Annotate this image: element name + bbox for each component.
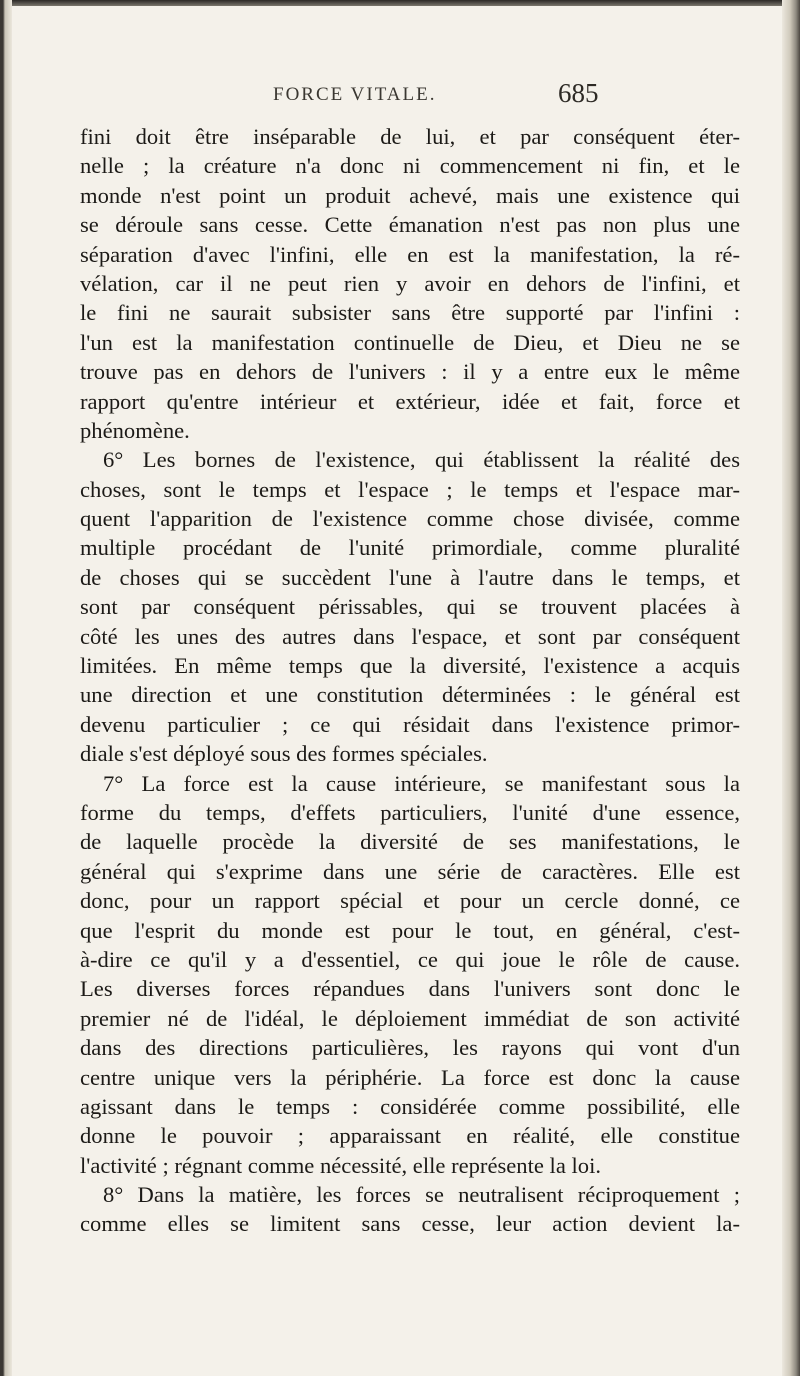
text-line: quent l'apparition de l'existence comme chose divisée, comme xyxy=(80,506,740,532)
paragraph-7 xyxy=(80,769,740,1180)
text-line: diale s'est déployé sous des formes spéciales. xyxy=(80,741,488,767)
text-line: le fini ne saurait subsister sans être supporté par l'infini : xyxy=(80,300,740,326)
paragraph-6 xyxy=(80,445,740,768)
text-line: que l'esprit du monde est pour le tout, en général, c'est- xyxy=(80,917,740,943)
body-text xyxy=(80,122,740,1239)
text-line: vélation, car il ne peut rien y avoir en dehors de l'infini, et xyxy=(80,270,740,296)
text-line: séparation d'avec l'infini, elle en est la manifestation, la ré- xyxy=(80,241,740,267)
paragraph-continuation xyxy=(80,122,740,445)
text-line: choses, sont le temps et l'espace ; le temps et l'espace mar- xyxy=(80,476,740,502)
page-number: 685 xyxy=(558,78,599,108)
text-line: côté les unes des autres dans l'espace, et sont par conséquent xyxy=(80,623,740,649)
text-line: agissant dans le temps : considérée comme possibilité, elle xyxy=(80,1093,740,1119)
text-line: 6° Les bornes de l'existence, qui établissent la réalité des xyxy=(103,447,740,473)
text-line: centre unique vers la périphérie. La force est donc la cause xyxy=(80,1064,740,1090)
page-left-edge xyxy=(0,0,12,1376)
text-line: multiple procédant de l'unité primordiale, comme pluralité xyxy=(80,535,740,561)
text-line: comme elles se limitent sans cesse, leur action devient la- xyxy=(80,1211,740,1237)
text-line: phénomène. xyxy=(80,417,190,443)
text-line: l'activité ; régnant comme nécessité, elle représente la loi. xyxy=(80,1152,601,1178)
text-line: devenu particulier ; ce qui résidait dans l'existence primor- xyxy=(80,711,740,737)
text-line: premier né de l'idéal, le déploiement immédiat de son activité xyxy=(80,1005,740,1031)
text-line: l'un est la manifestation continuelle de Dieu, et Dieu ne se xyxy=(80,329,740,355)
text-line: donc, pour un rapport spécial et pour un cercle donné, ce xyxy=(80,888,740,914)
text-line: donne le pouvoir ; apparaissant en réalité, elle constitue xyxy=(80,1123,740,1149)
text-line: Les diverses forces répandues dans l'univers sont donc le xyxy=(80,976,740,1002)
paragraph-8 xyxy=(80,1180,740,1239)
text-line: de choses qui se succèdent l'une à l'autre dans le temps, et xyxy=(80,564,740,590)
text-line: sont par conséquent périssables, qui se trouvent placées à xyxy=(80,594,740,620)
text-line: rapport qu'entre intérieur et extérieur, idée et fait, force et xyxy=(80,388,740,414)
text-line: nelle ; la créature n'a donc ni commencement ni fin, et le xyxy=(80,153,740,179)
page-header xyxy=(60,78,740,118)
running-head: FORCE VITALE. xyxy=(273,84,437,105)
text-line: se déroule sans cesse. Cette émanation n'est pas non plus une xyxy=(80,212,740,238)
text-line: trouve pas en dehors de l'univers : il y a entre eux le même xyxy=(80,359,740,385)
text-line: général qui s'exprime dans une série de caractères. Elle est xyxy=(80,858,740,884)
text-line: 8° Dans la matière, les forces se neutralisent réciproquement ; xyxy=(103,1182,740,1208)
text-line: à-dire ce qu'il y a d'essentiel, ce qui joue le rôle de cause. xyxy=(80,946,740,972)
text-line: de laquelle procède la diversité de ses manifestations, le xyxy=(80,829,740,855)
page-right-edge xyxy=(782,0,800,1376)
text-line: monde n'est point un produit achevé, mais une existence qui xyxy=(80,182,740,208)
page-top-edge xyxy=(0,0,800,6)
text-line: limitées. En même temps que la diversité, l'existence a acquis xyxy=(80,653,740,679)
text-line: fini doit être inséparable de lui, et par conséquent éter- xyxy=(80,124,740,149)
text-line: dans des directions particulières, les rayons qui vont d'un xyxy=(80,1035,740,1061)
text-line: forme du temps, d'effets particuliers, l'unité d'une essence, xyxy=(80,799,740,825)
text-line: une direction et une constitution déterminées : le général est xyxy=(80,682,740,708)
text-line: 7° La force est la cause intérieure, se manifestant sous la xyxy=(103,770,740,796)
